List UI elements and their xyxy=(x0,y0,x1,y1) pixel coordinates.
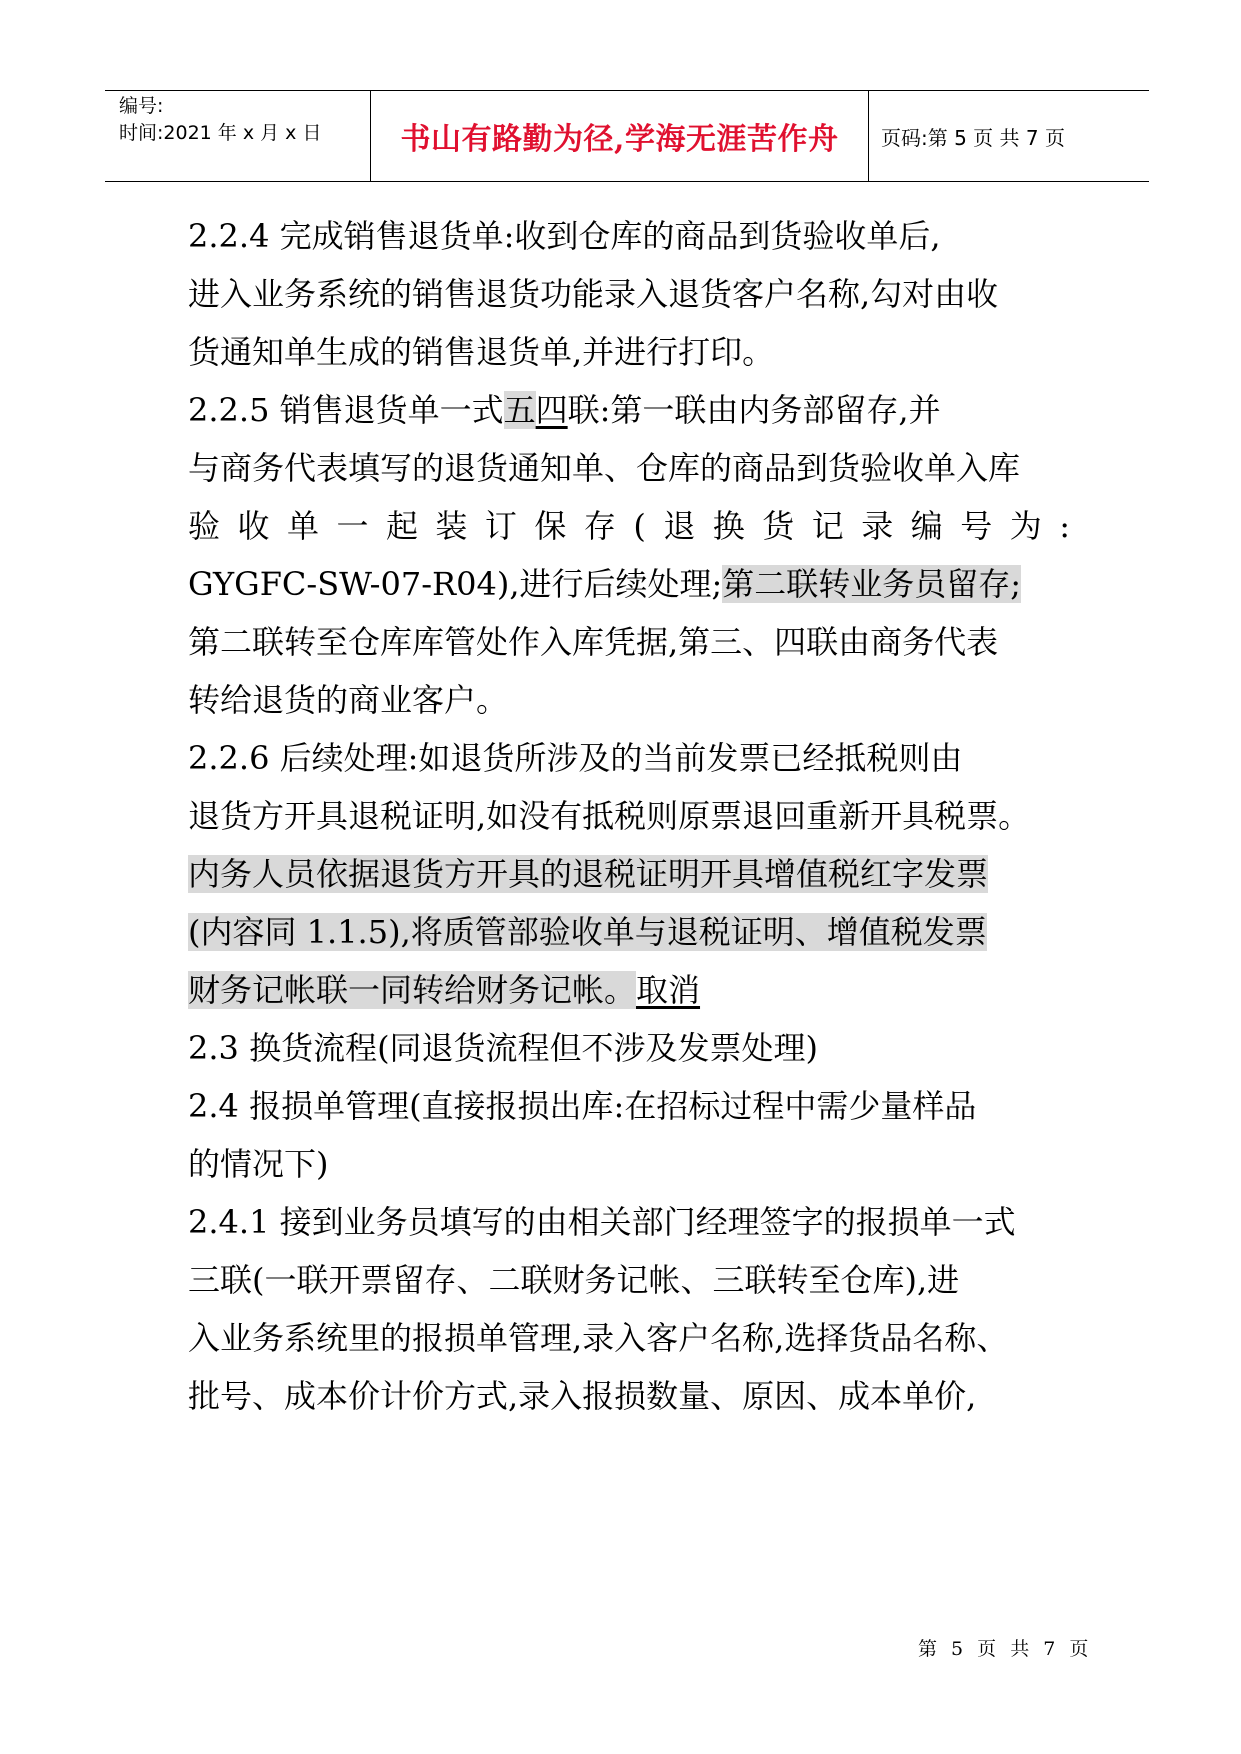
text-char: 编 xyxy=(910,507,943,545)
deleted-revision: 内务人员依据退货方开具的退税证明开具增值税红字发票 xyxy=(188,855,989,893)
deleted-revision: 第二联转业务员留存; xyxy=(722,565,1022,603)
text-char: 单 xyxy=(286,507,319,545)
text-line xyxy=(188,908,987,956)
text-line: 第二联转至仓库库管处作入库凭据,第三、四联由商务代表 xyxy=(188,623,999,661)
text-line: 2.2.4 完成销售退货单:收到仓库的商品到货验收单后, xyxy=(188,217,941,255)
text-line: 转给退货的商业客户。 xyxy=(188,681,509,719)
inserted-revision: 四 xyxy=(535,391,568,429)
text-line: 2.4 报损单管理(直接报损出库:在招标过程中需少量样品 xyxy=(188,1087,977,1125)
text-line xyxy=(188,850,988,898)
text-line: 货通知单生成的销售退货单,并进行打印。 xyxy=(188,333,775,371)
motto-text: 书山有路勤为径,学海无涯苦作舟 xyxy=(400,122,839,157)
text-char: 号 xyxy=(960,507,993,545)
deleted-revision: 财务记帐联一同转给财务记帐。 xyxy=(188,971,637,1009)
page-label: 页码:第 5 页 共 7 页 xyxy=(881,125,1065,150)
text-line: 批号、成本价计价方式,录入报损数量、原因、成本单价, xyxy=(188,1377,977,1415)
header-page-info xyxy=(869,91,1149,181)
text-line: 三联(一联开票留存、二联财务记帐、三联转至仓库),进 xyxy=(188,1261,960,1299)
text-char: 起 xyxy=(385,507,418,545)
text-segment: 联:第一联由内务部留存,并 xyxy=(567,391,941,429)
text-char: 货 xyxy=(762,507,795,545)
text-line xyxy=(188,966,700,1014)
text-line: 2.2.6 后续处理:如退货所涉及的当前发票已经抵税则由 xyxy=(188,739,963,777)
deleted-revision: (内容同 1.1.5),将质管部验收单与退税证明、增值税发票 xyxy=(188,913,987,951)
text-char: 收 xyxy=(237,507,270,545)
text-char: 换 xyxy=(712,507,745,545)
text-char: 保 xyxy=(534,507,567,545)
text-line xyxy=(188,386,941,434)
text-char: 退 xyxy=(663,507,696,545)
text-char: 一 xyxy=(336,507,369,545)
text-line: 2.4.1 接到业务员填写的由相关部门经理签字的报损单一式 xyxy=(188,1203,1016,1241)
header-meta xyxy=(105,91,371,181)
text-line: 2.3 换货流程(同退货流程但不涉及发票处理) xyxy=(188,1029,819,1067)
page-footer: 第 5 页 共 7 页 xyxy=(918,1638,1093,1660)
doc-number-label: 编号: xyxy=(119,95,164,117)
text-line xyxy=(188,560,1021,608)
text-line: 入业务系统里的报损单管理,录入客户名称,选择货品名称、 xyxy=(188,1319,1009,1357)
text-char: 记 xyxy=(811,507,844,545)
text-char: 订 xyxy=(484,507,517,545)
text-char: 验 xyxy=(188,507,221,545)
text-line: 与商务代表填写的退货通知单、仓库的商品到货验收单入库 xyxy=(188,449,1021,487)
text-line-justified xyxy=(188,502,1070,550)
text-line: 进入业务系统的销售退货功能录入退货客户名称,勾对由收 xyxy=(188,275,999,313)
text-segment: GYGFC-SW-07-R04),进行后续处理; xyxy=(188,565,723,603)
deleted-revision: 五 xyxy=(503,391,536,429)
text-line: 的情况下) xyxy=(188,1145,329,1183)
text-char: 录 xyxy=(861,507,894,545)
text-char: 装 xyxy=(435,507,468,545)
text-char: : xyxy=(1059,507,1070,545)
page-header xyxy=(105,90,1149,182)
header-motto xyxy=(371,91,869,181)
inserted-revision: 取消 xyxy=(636,971,701,1009)
text-line: 退货方开具退税证明,如没有抵税则原票退回重新开具税票。 xyxy=(188,797,1031,835)
text-segment: 2.2.5 销售退货单一式 xyxy=(188,391,504,429)
text-char: 存 xyxy=(583,507,616,545)
text-char: 为 xyxy=(1009,507,1042,545)
text-char: ( xyxy=(633,507,646,545)
doc-time-label: 时间:2021 年 x 月 x 日 xyxy=(119,122,322,144)
